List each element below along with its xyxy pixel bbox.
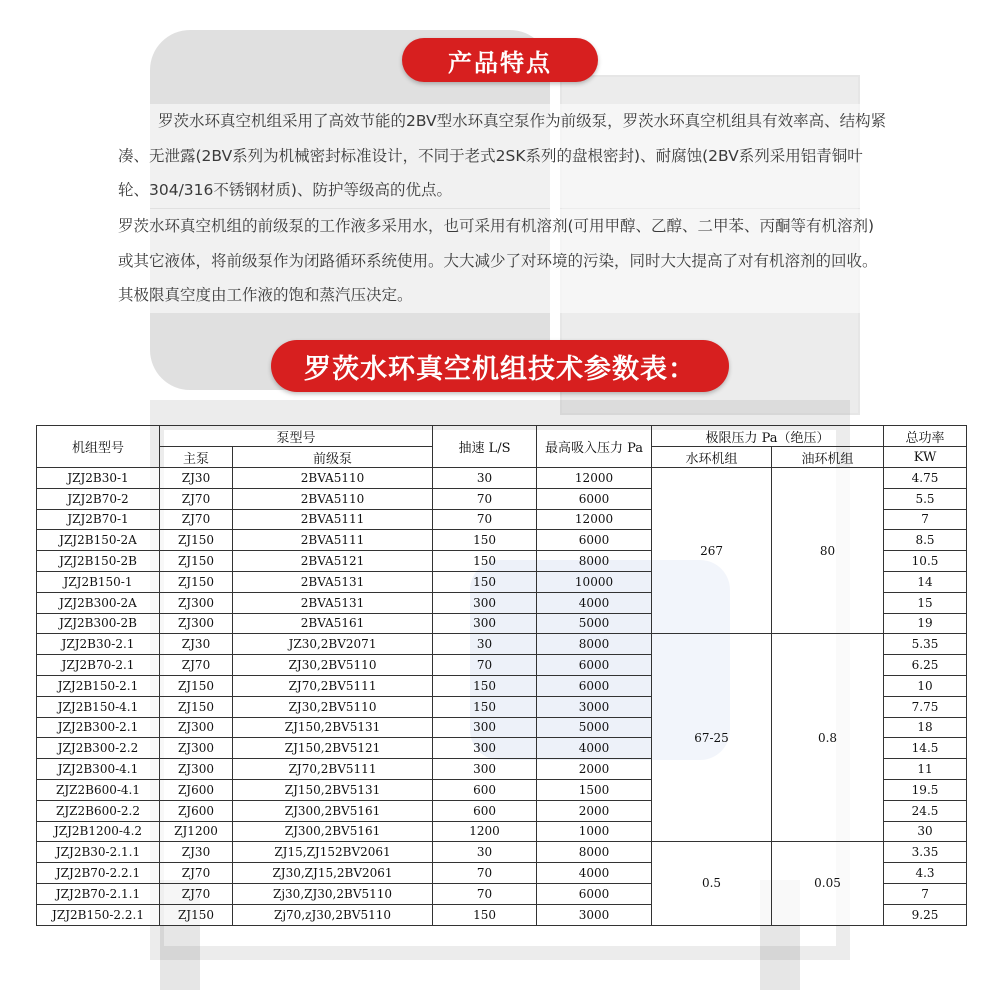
cell-max-inlet: 6000: [537, 655, 652, 676]
cell-main-pump: ZJ70: [160, 883, 233, 904]
cell-power: 9.25: [884, 904, 967, 925]
cell-power: 3.35: [884, 842, 967, 863]
cell-power: 14.5: [884, 738, 967, 759]
cell-model: JZJ2B150-2B: [37, 551, 160, 572]
section-title-spec-table: 罗茨水环真空机组技术参数表：: [271, 340, 729, 392]
cell-speed: 300: [433, 613, 537, 634]
cell-fore-pump: 2BVA5131: [233, 571, 433, 592]
cell-model: JZJ2B150-1: [37, 571, 160, 592]
cell-power: 4.75: [884, 468, 967, 489]
cell-speed: 150: [433, 571, 537, 592]
cell-main-pump: ZJ150: [160, 904, 233, 925]
cell-main-pump: ZJ600: [160, 779, 233, 800]
cell-main-pump: ZJ30: [160, 468, 233, 489]
cell-speed: 600: [433, 779, 537, 800]
cell-fore-pump: ZJ70,2BV5111: [233, 759, 433, 780]
cell-speed: 70: [433, 488, 537, 509]
cell-power: 7: [884, 509, 967, 530]
cell-speed: 30: [433, 842, 537, 863]
cell-fore-pump: 2BVA5111: [233, 530, 433, 551]
header-speed: 抽速 L/S: [433, 426, 537, 468]
cell-model: JZJ2B300-2.2: [37, 738, 160, 759]
cell-main-pump: ZJ150: [160, 530, 233, 551]
cell-main-pump: ZJ70: [160, 509, 233, 530]
cell-power: 7: [884, 883, 967, 904]
cell-ultimate-water-ring: 67-25: [652, 634, 772, 842]
cell-power: 7.75: [884, 696, 967, 717]
cell-fore-pump: ZJ70,2BV5111: [233, 675, 433, 696]
cell-main-pump: ZJ600: [160, 800, 233, 821]
cell-speed: 300: [433, 759, 537, 780]
cell-speed: 70: [433, 883, 537, 904]
cell-main-pump: ZJ300: [160, 613, 233, 634]
cell-fore-pump: Zj30,ZJ30,2BV5110: [233, 883, 433, 904]
cell-speed: 30: [433, 634, 537, 655]
cell-ultimate-oil-ring: 80: [772, 468, 884, 634]
cell-speed: 1200: [433, 821, 537, 842]
cell-fore-pump: Zj70,zJ30,2BV5110: [233, 904, 433, 925]
cell-max-inlet: 6000: [537, 488, 652, 509]
cell-speed: 70: [433, 509, 537, 530]
cell-fore-pump: ZJ30,ZJ15,2BV2061: [233, 863, 433, 884]
cell-max-inlet: 4000: [537, 592, 652, 613]
cell-ultimate-water-ring: 0.5: [652, 842, 772, 925]
header-power-unit: KW: [884, 447, 967, 468]
spec-table-body: [37, 468, 967, 926]
cell-fore-pump: 2BVA5110: [233, 468, 433, 489]
cell-ultimate-oil-ring: 0.8: [772, 634, 884, 842]
cell-fore-pump: ZJ15,ZJ152BV2061: [233, 842, 433, 863]
cell-power: 10: [884, 675, 967, 696]
cell-fore-pump: ZJ300,2BV5161: [233, 800, 433, 821]
cell-fore-pump: ZJ150,2BV5121: [233, 738, 433, 759]
cell-main-pump: ZJ70: [160, 488, 233, 509]
cell-model: JZJ2B30-1: [37, 468, 160, 489]
cell-main-pump: ZJ150: [160, 551, 233, 572]
cell-model: JZJ2B150-2.2.1: [37, 904, 160, 925]
header-water-ring: 水环机组: [652, 447, 772, 468]
cell-fore-pump: 2BVA5161: [233, 613, 433, 634]
cell-max-inlet: 3000: [537, 904, 652, 925]
cell-model: JZJ2B70-2.1: [37, 655, 160, 676]
cell-max-inlet: 8000: [537, 634, 652, 655]
cell-model: JZJ2B70-2.1.1: [37, 883, 160, 904]
cell-max-inlet: 12000: [537, 509, 652, 530]
cell-fore-pump: ZJ30,2BV5110: [233, 696, 433, 717]
header-model: 机组型号: [37, 426, 160, 468]
cell-max-inlet: 12000: [537, 468, 652, 489]
cell-model: JZJ2B300-2A: [37, 592, 160, 613]
table-row: [37, 468, 967, 489]
cell-model: ZJZ2B600-4.1: [37, 779, 160, 800]
header-pump-model: 泵型号: [160, 426, 433, 447]
cell-model: JZJ2B30-2.1.1: [37, 842, 160, 863]
cell-power: 8.5: [884, 530, 967, 551]
cell-speed: 150: [433, 675, 537, 696]
cell-model: JZJ2B70-1: [37, 509, 160, 530]
cell-ultimate-water-ring: 267: [652, 468, 772, 634]
cell-speed: 300: [433, 738, 537, 759]
cell-main-pump: ZJ30: [160, 634, 233, 655]
cell-power: 14: [884, 571, 967, 592]
cell-max-inlet: 6000: [537, 530, 652, 551]
cell-max-inlet: 1000: [537, 821, 652, 842]
cell-max-inlet: 5000: [537, 613, 652, 634]
cell-speed: 150: [433, 696, 537, 717]
cell-fore-pump: ZJ150,2BV5131: [233, 779, 433, 800]
cell-main-pump: ZJ150: [160, 675, 233, 696]
cell-model: JZJ2B150-2.1: [37, 675, 160, 696]
cell-power: 18: [884, 717, 967, 738]
header-oil-ring: 油环机组: [772, 447, 884, 468]
cell-main-pump: ZJ30: [160, 842, 233, 863]
cell-speed: 70: [433, 863, 537, 884]
cell-main-pump: ZJ1200: [160, 821, 233, 842]
cell-main-pump: ZJ300: [160, 759, 233, 780]
cell-model: JZJ2B150-2A: [37, 530, 160, 551]
cell-model: JZJ2B30-2.1: [37, 634, 160, 655]
cell-power: 6.25: [884, 655, 967, 676]
features-paragraph-1: 罗茨水环真空机组采用了高效节能的2BV型水环真空泵作为前级泵，罗茨水环真空机组具有效率高、结构紧凑、无泄露(2BV系列为机械密封标准设计，不同于老式2SK系列的盘根密封)、耐腐蚀(2BV系列采用铝青铜叶轮、304/316不锈钢材质)、防护等级高的优点。: [118, 104, 888, 208]
cell-main-pump: ZJ300: [160, 592, 233, 613]
header-main-pump: 主泵: [160, 447, 233, 468]
cell-fore-pump: 2BVA5121: [233, 551, 433, 572]
spec-table: [36, 425, 967, 926]
spec-table-header: [37, 426, 967, 468]
cell-speed: 600: [433, 800, 537, 821]
cell-fore-pump: 2BVA5111: [233, 509, 433, 530]
cell-power: 10.5: [884, 551, 967, 572]
cell-ultimate-oil-ring: 0.05: [772, 842, 884, 925]
cell-speed: 150: [433, 530, 537, 551]
cell-power: 19: [884, 613, 967, 634]
table-row: [37, 842, 967, 863]
cell-speed: 150: [433, 551, 537, 572]
table-row: [37, 634, 967, 655]
cell-main-pump: ZJ300: [160, 738, 233, 759]
cell-max-inlet: 4000: [537, 738, 652, 759]
cell-max-inlet: 10000: [537, 571, 652, 592]
header-max-inlet: 最高吸入压力 Pa: [537, 426, 652, 468]
cell-speed: 300: [433, 717, 537, 738]
header-ultimate: 极限压力 Pa（绝压）: [652, 426, 884, 447]
cell-max-inlet: 1500: [537, 779, 652, 800]
cell-max-inlet: 4000: [537, 863, 652, 884]
cell-max-inlet: 2000: [537, 759, 652, 780]
cell-speed: 70: [433, 655, 537, 676]
cell-fore-pump: ZJ30,2BV5110: [233, 655, 433, 676]
cell-model: JZJ2B300-2.1: [37, 717, 160, 738]
header-power: 总功率: [884, 426, 967, 447]
cell-power: 19.5: [884, 779, 967, 800]
cell-max-inlet: 5000: [537, 717, 652, 738]
cell-speed: 300: [433, 592, 537, 613]
cell-power: 5.35: [884, 634, 967, 655]
cell-main-pump: ZJ300: [160, 717, 233, 738]
cell-fore-pump: 2BVA5131: [233, 592, 433, 613]
cell-model: JZJ2B70-2.2.1: [37, 863, 160, 884]
cell-model: ZJZ2B600-2.2: [37, 800, 160, 821]
cell-model: JZJ2B1200-4.2: [37, 821, 160, 842]
cell-main-pump: ZJ150: [160, 571, 233, 592]
cell-power: 4.3: [884, 863, 967, 884]
header-fore-pump: 前级泵: [233, 447, 433, 468]
cell-speed: 30: [433, 468, 537, 489]
cell-model: JZJ2B150-4.1: [37, 696, 160, 717]
cell-power: 15: [884, 592, 967, 613]
cell-main-pump: ZJ150: [160, 696, 233, 717]
cell-max-inlet: 8000: [537, 842, 652, 863]
features-paragraph-2: 罗茨水环真空机组的前级泵的工作液多采用水，也可采用有机溶剂(可用甲醇、乙醇、二甲苯、丙酮等有机溶剂)或其它液体，将前级泵作为闭路循环系统使用。大大减少了对环境的污染，同时大大提高了对有机溶剂的回收。其极限真空度由工作液的饱和蒸汽压决定。: [118, 209, 888, 313]
cell-max-inlet: 8000: [537, 551, 652, 572]
cell-power: 11: [884, 759, 967, 780]
cell-fore-pump: JZ30,2BV2071: [233, 634, 433, 655]
cell-power: 30: [884, 821, 967, 842]
cell-model: JZJ2B300-4.1: [37, 759, 160, 780]
cell-speed: 150: [433, 904, 537, 925]
cell-max-inlet: 6000: [537, 675, 652, 696]
cell-main-pump: ZJ70: [160, 655, 233, 676]
cell-max-inlet: 6000: [537, 883, 652, 904]
cell-fore-pump: ZJ300,2BV5161: [233, 821, 433, 842]
cell-power: 24.5: [884, 800, 967, 821]
cell-fore-pump: 2BVA5110: [233, 488, 433, 509]
cell-max-inlet: 3000: [537, 696, 652, 717]
cell-model: JZJ2B70-2: [37, 488, 160, 509]
cell-power: 5.5: [884, 488, 967, 509]
cell-model: JZJ2B300-2B: [37, 613, 160, 634]
cell-main-pump: ZJ70: [160, 863, 233, 884]
cell-fore-pump: ZJ150,2BV5131: [233, 717, 433, 738]
cell-max-inlet: 2000: [537, 800, 652, 821]
section-title-features: 产品特点: [402, 38, 598, 82]
